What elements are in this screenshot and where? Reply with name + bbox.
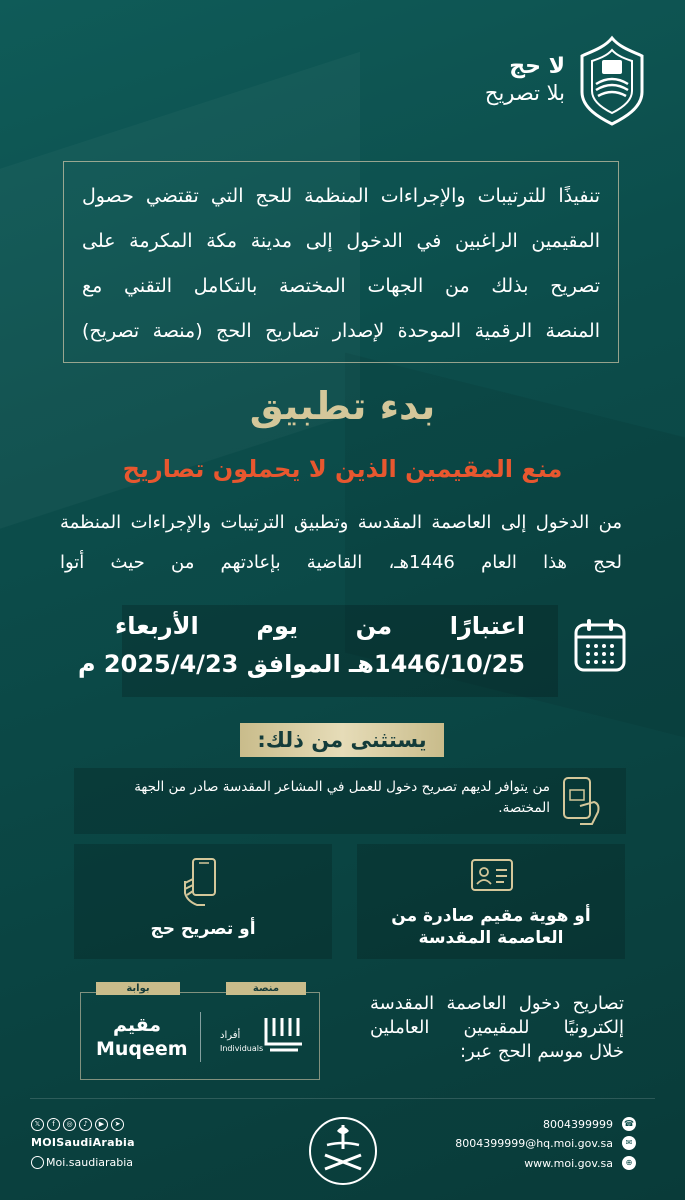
mobile-hand-icon [560,776,604,826]
social-handle[interactable]: MOISaudiArabia [31,1136,135,1149]
exception-label: يستثنى من ذلك: [240,723,444,757]
permit-line: خلال موسم الحج عبر: [459,1041,624,1062]
muqeem-english-label: Muqeem [96,1038,188,1060]
snapchat-handle[interactable]: Moi.saudiarabia [46,1156,134,1169]
email-icon: ✉ [622,1136,636,1150]
facebook-icon[interactable]: f [47,1118,60,1131]
calendar-icon [573,617,627,673]
permit-line: إلكترونيًا للمقيمين العاملين [370,1017,624,1038]
logo-line-2: بلا تصريح [484,81,565,105]
youtube-icon[interactable]: ▶ [95,1118,108,1131]
logo-line-1: لا حج [509,54,565,79]
ban-desc-line: لحج هذا العام 1446هـ، القاضية بإعادتهم من حيث أتوا [60,552,622,573]
intro-box [63,161,619,363]
portal-tag: بوابة [96,982,180,995]
ban-desc-line: من الدخول إلى العاصمة المقدسة وتطبيق الترتيبات والإجراءات المنظمة [60,512,622,533]
saudi-emblem-icon [307,1115,379,1187]
permit-line: تصاريح دخول العاصمة المقدسة [370,993,624,1014]
website-link[interactable]: www.moi.gov.sa [524,1157,613,1170]
social-icons [31,1118,124,1131]
permit-text [370,992,624,1064]
phone-icon: ☎ [622,1117,636,1131]
snapchat-icon[interactable] [31,1156,44,1169]
absher-logo-icon [262,1014,306,1054]
intro-line: تصريح بذلك من الجهات المختصة بالتكامل التقني مع [82,275,600,297]
phone-in-hand-icon [181,857,221,907]
platform-tag: منصة [226,982,306,995]
muqeem-arabic-label: مقيم [112,1014,162,1036]
footer-divider [30,1098,655,1099]
makkah-id-text: أو هوية مقيم صادرة من العاصمة المقدسة [391,906,591,948]
platforms-divider [200,1012,201,1062]
telegram-icon[interactable]: ➤ [111,1118,124,1131]
intro-line: تنفيذًا للترتيبات والإجراءات المنظمة للحج التي تقتضي حصول [82,185,600,207]
phone-number[interactable]: 8004399999 [543,1118,613,1131]
email-address[interactable]: 8004399999@hq.moi.gov.sa [455,1137,613,1150]
start-title: بدء تطبيق [249,384,436,428]
campaign-logo-text [485,54,565,106]
tiktok-icon[interactable]: ♪ [79,1118,92,1131]
globe-icon: ⊕ [622,1156,636,1170]
date-line-2: 1446/10/25هـ الموافق 2025/4/23 م [77,650,525,678]
ban-title: منع المقيمين الذين لا يحملون تصاريح [122,455,563,483]
ban-description [60,503,622,583]
hajj-permit-text: أو تصريح حج [150,919,256,939]
intro-line: المنصة الرقمية الموحدة لإصدار تصاريح الحج (منصة تصريح) [82,320,600,342]
work-permit-text: من يتوافر لديهم تصريح دخول للعمل في المشاعر المقدسة صادر من الجهة المختصة. [134,779,550,816]
afrad-label: أفراد [220,1030,241,1041]
instagram-icon[interactable]: ◎ [63,1118,76,1131]
intro-line: المقيمين الراغبين في الدخول إلى مدينة مكة المكرمة على [82,230,600,252]
id-card-icon [470,858,514,892]
campaign-logo-icon [574,34,650,126]
x-icon[interactable]: 𝕏 [31,1118,44,1131]
individuals-label: Individuals [220,1044,264,1053]
date-line-1: اعتبارًا من يوم الأربعاء [115,612,525,640]
